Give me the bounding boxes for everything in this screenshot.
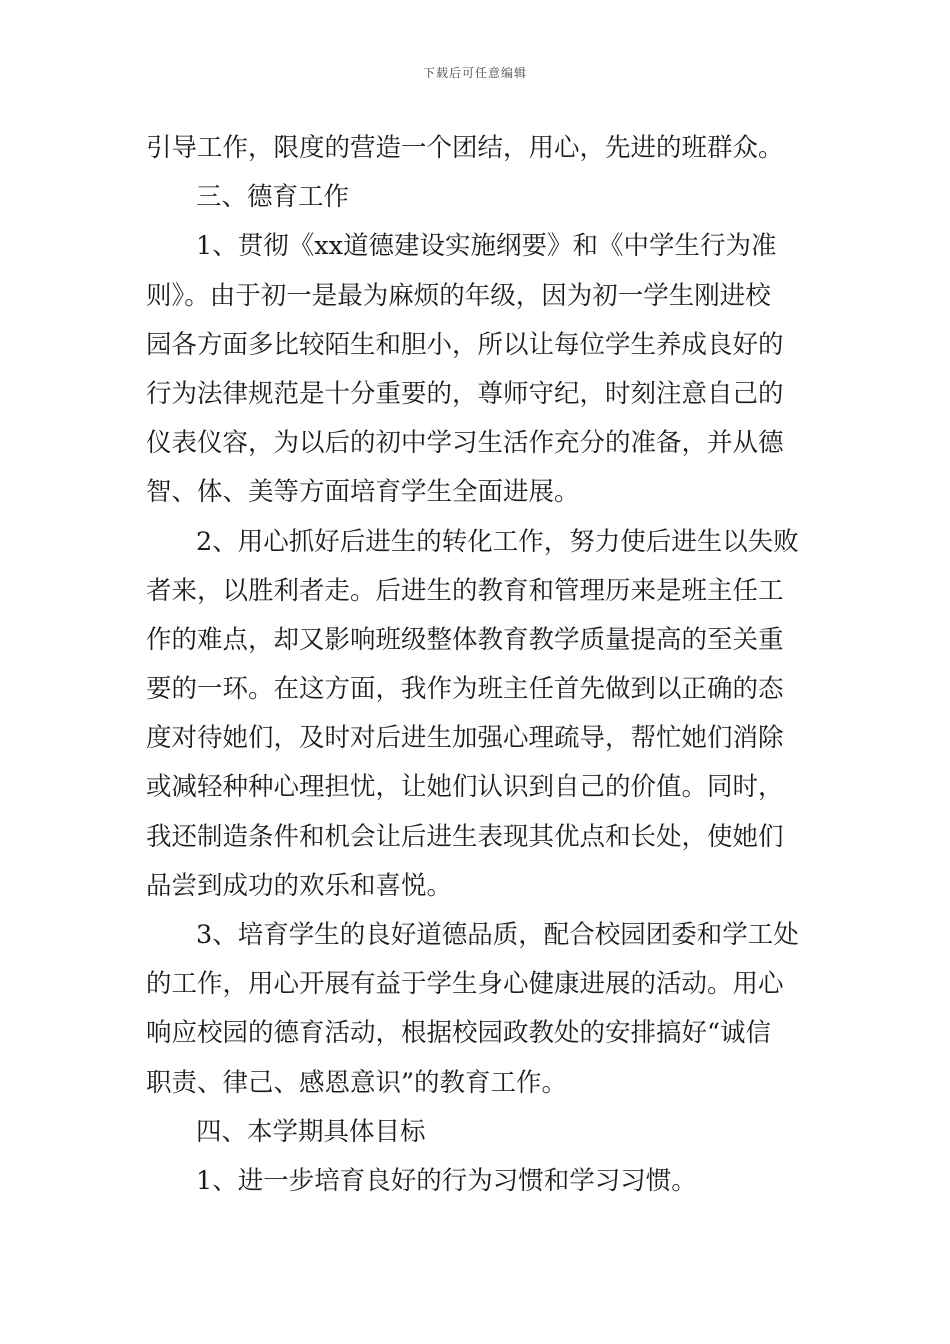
text-line: 我还制造条件和机会让后进生表现其优点和长处，使她们 [146,821,784,852]
text-line: 1、贯彻《xx道德建设实施纲要》和《中学生行为准 [196,231,777,262]
section-heading: 三、德育工作 [196,182,350,213]
text-line: 或减轻种种心理担忧，让她们认识到自己的价值。同时， [146,772,784,803]
text-line: 3、培育学生的良好道德品质，配合校园团委和学工处 [196,920,799,950]
page-header-note: 下载后可任意编辑 [422,66,527,80]
text-line: 引导工作，限度的营造一个团结，用心，先进的班群众。 [146,133,784,163]
text-line: 2、用心抓好后进生的转化工作，努力使后进生以失败 [196,526,799,557]
text-line: 度对待她们，及时对后进生加强心理疏导，帮忙她们消除 [146,723,784,754]
text-line: 智、体、美等方面培育学生全面进展。 [146,477,580,508]
text-line: 行为法律规范是十分重要的，尊师守纪，时刻注意自己的 [146,378,784,409]
text-line: 者来，以胜利者走。后进生的教育和管理历来是班主任工 [146,575,784,606]
text-line: 品尝到成功的欢乐和喜悦。 [146,870,453,901]
text-line: 要的一环。在这方面，我作为班主任首先做到以正确的态 [146,674,784,705]
text-line: 职责、律己、感恩意识”的教育工作。 [146,1067,568,1098]
text-line: 作的难点，却又影响班级整体教育教学质量提高的至关重 [146,624,784,655]
text-line: 1、进一步培育良好的行为习惯和学习习惯。 [196,1165,697,1196]
text-line: 响应校园的德育活动，根据校园政教处的安排搞好“诚信 [146,1018,772,1049]
section-heading: 四、本学期具体目标 [196,1116,426,1147]
document-body [146,124,810,1206]
text-line: 的工作，用心开展有益于学生身心健康进展的活动。用心 [146,969,784,1000]
text-line: 园各方面多比较陌生和胆小，所以让每位学生养成良好的 [146,329,784,360]
text-line: 则》。由于初一是最为麻烦的年级，因为初一学生刚进校 [146,280,771,311]
text-line: 仪表仪容，为以后的初中学习生活作充分的准备，并从德 [146,428,784,459]
